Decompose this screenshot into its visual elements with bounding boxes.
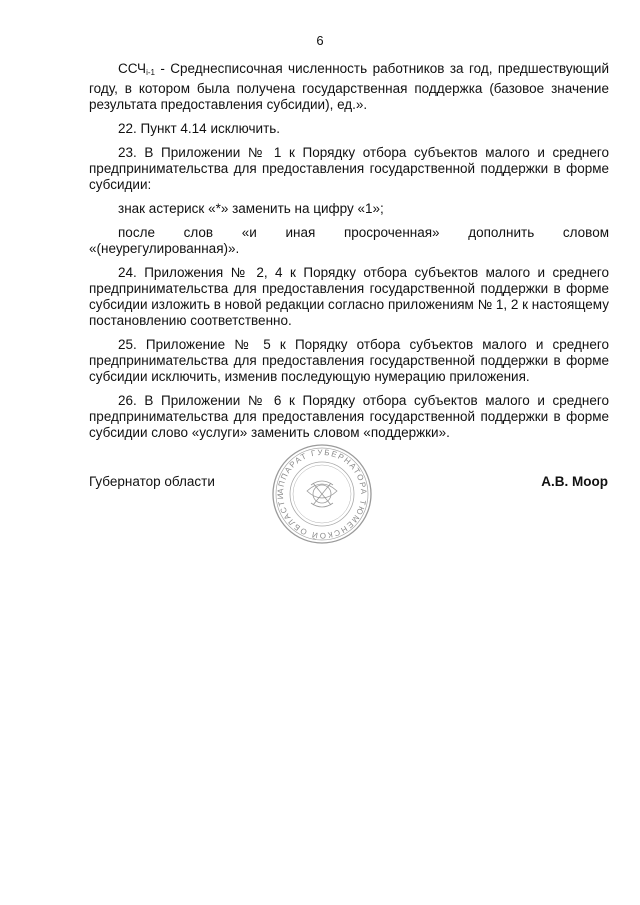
seal-ring-text: АППАРАТ ГУБЕРНАТОРА ТЮМЕНСКОЙ ОБЛАСТИ (275, 447, 369, 541)
ssch-subscript: i-1 (146, 68, 155, 77)
document-body (89, 61, 609, 449)
paragraph-23-asterisk: знак астериск «*» заменить на цифру «1»; (118, 201, 384, 216)
paragraph-ssch (89, 61, 609, 113)
official-seal (271, 443, 373, 545)
ssch-symbol: ССЧ (118, 61, 147, 76)
paragraph-24: 24. Приложения № 2, 4 к Порядку отбора субъектов малого и среднего предпринимательства для предоставления государственной поддержки в форме субсидии изложить в новой редакции согласно приложениям № 1, 2 к настоящему постановлению соответственно. (89, 265, 609, 328)
signature-position: Губернатор области (89, 474, 215, 489)
paragraph-25: 25. Приложение № 5 к Порядку отбора субъектов малого и среднего предпринимательства для предоставления государственной поддержки в форме субсидии исключить, изменив последующую нумерацию приложения. (89, 337, 609, 384)
ssch-definition: - Среднесписочная численность работников за год, предшествующий году, в котором была получена государственная поддержка (базовое значение результата предоставления субсидии), ед.». (89, 61, 609, 112)
paragraph-23-after-words: после слов «и иная просроченная» дополнить словом «(неурегулированная)». (89, 225, 609, 256)
paragraph-22: 22. Пункт 4.14 исключить. (118, 121, 281, 136)
paragraph-23: 23. В Приложении № 1 к Порядку отбора субъектов малого и среднего предпринимательства для предоставления государственной поддержки в форме субсидии: (89, 145, 609, 192)
signature-name: А.В. Моор (541, 474, 608, 489)
page-number: 6 (316, 33, 324, 48)
paragraph-26: 26. В Приложении № 6 к Порядку отбора субъектов малого и среднего предпринимательства для предоставления государственной поддержки в форме субсидии слово «услуги» заменить словом «поддержки». (89, 393, 609, 440)
